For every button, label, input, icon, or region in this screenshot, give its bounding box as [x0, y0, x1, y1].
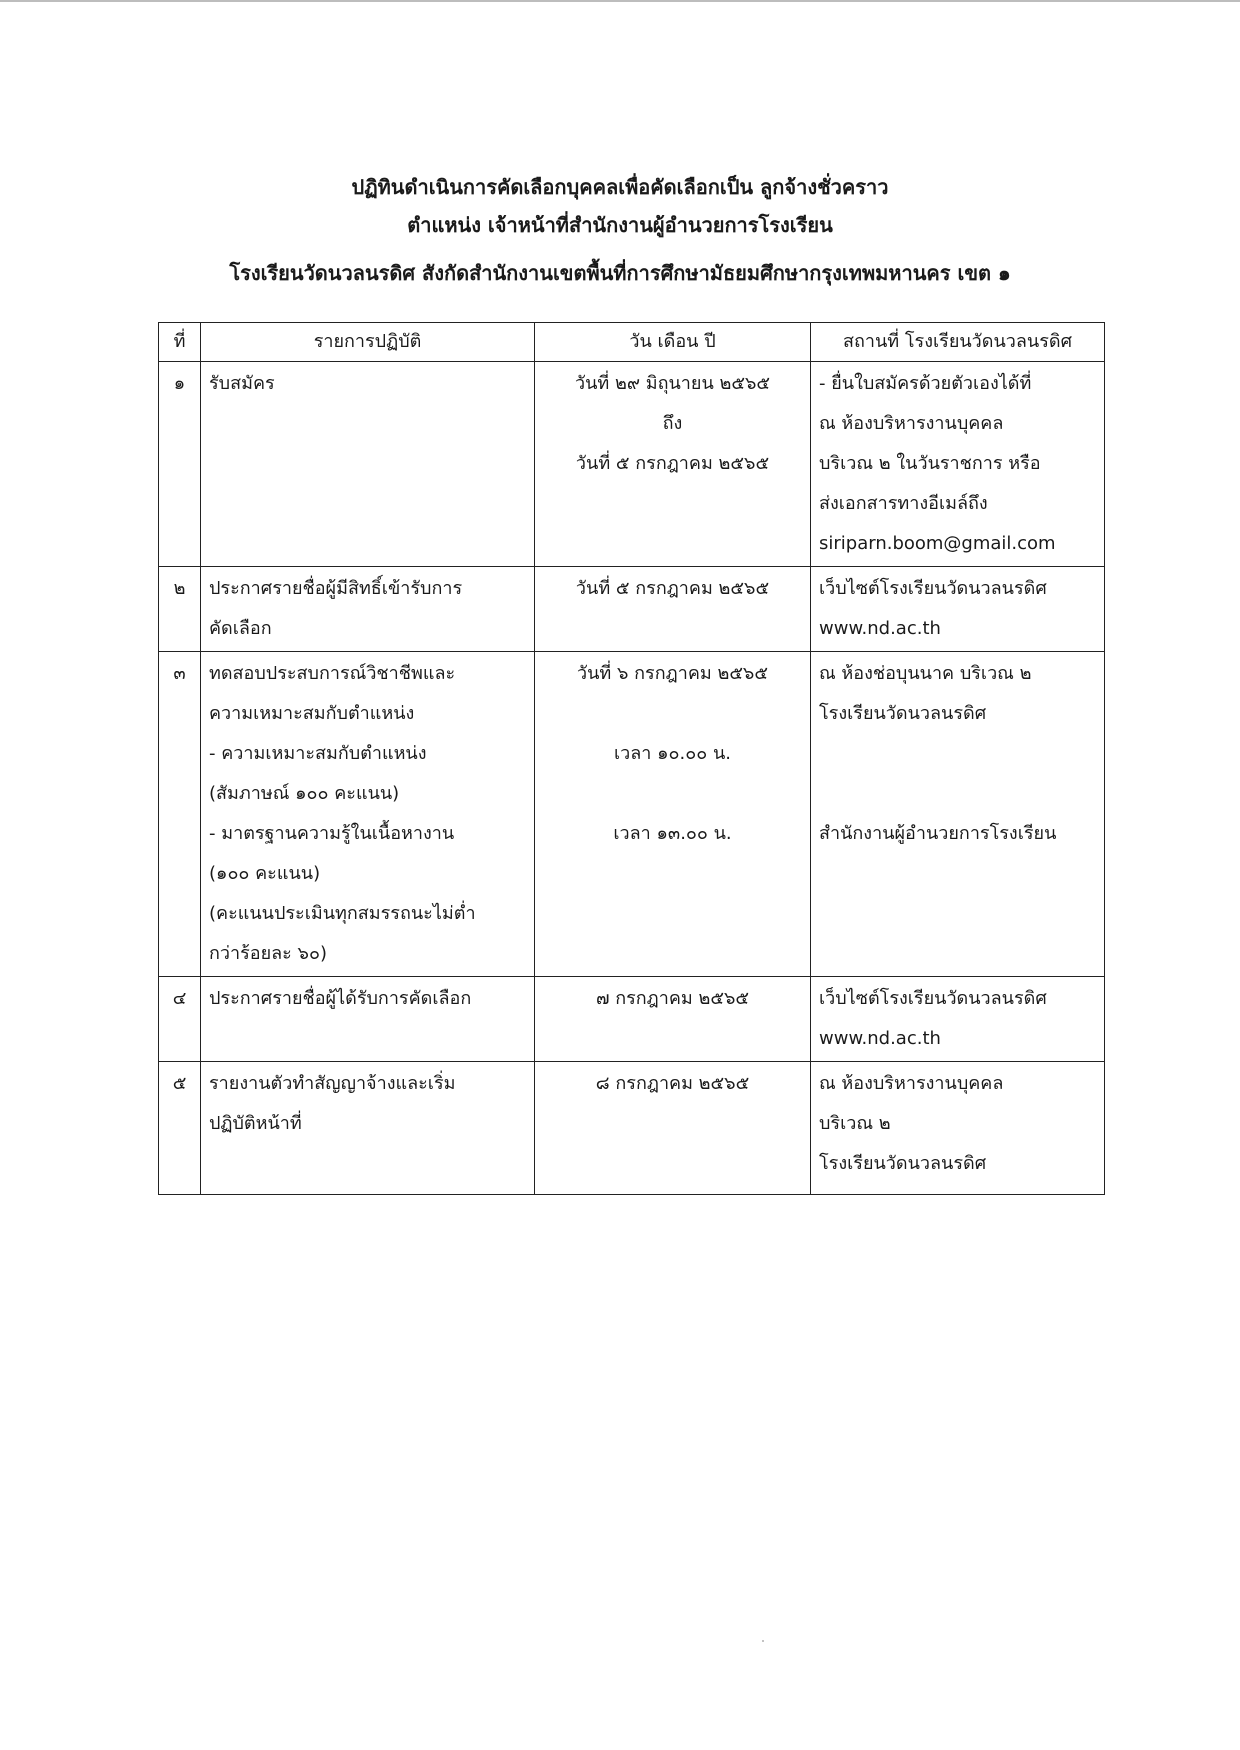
blank-line — [819, 774, 1096, 814]
activity-line: (๑๐๐ คะแนน) — [209, 863, 321, 884]
table-row — [159, 567, 1105, 652]
date-cell — [535, 977, 811, 1062]
activity-line: กว่าร้อยละ ๖๐) — [209, 943, 327, 964]
place-line: - ยื่นใบสมัครด้วยตัวเองได้ที่ — [819, 373, 1032, 394]
date-cell — [535, 362, 811, 567]
table-row — [159, 1062, 1105, 1195]
blank-line — [543, 694, 802, 734]
date-line: วันที่ ๕ กรกฎาคม ๒๕๖๕ — [575, 453, 770, 474]
table-row — [159, 652, 1105, 977]
activity-line: ประกาศรายชื่อผู้มีสิทธิ์เข้ารับการ — [209, 578, 463, 599]
place-line: บริเวณ ๒ — [819, 1113, 891, 1134]
website-url: www.nd.ac.th — [819, 1028, 941, 1049]
blank-line — [543, 774, 802, 814]
place-cell — [811, 1062, 1105, 1195]
place-line: ณ ห้องบริหารงานบุคคล — [819, 413, 1004, 434]
document-title-line-2: ตำแหน่ง เจ้าหน้าที่สำนักงานผู้อำนวยการโรงเรียน — [407, 213, 833, 237]
activity-line: (คะแนนประเมินทุกสมรรถนะไม่ต่ำ — [209, 903, 476, 924]
activity-line: ความเหมาะสมกับตำแหน่ง — [209, 703, 415, 724]
schedule-table — [158, 322, 1105, 1195]
place-line: โรงเรียนวัดนวลนรดิศ — [819, 1153, 987, 1174]
activity-line: ประกาศรายชื่อผู้ได้รับการคัดเลือก — [209, 988, 472, 1009]
activity-cell — [201, 1062, 535, 1195]
table-row — [159, 977, 1105, 1062]
activity-line: รับสมัคร — [209, 373, 275, 394]
activity-cell — [201, 362, 535, 567]
date-line: วันที่ ๕ กรกฎาคม ๒๕๖๕ — [575, 578, 770, 599]
place-cell — [811, 362, 1105, 567]
place-line: เว็บไซต์โรงเรียนวัดนวลนรดิศ — [819, 988, 1047, 1009]
activity-line: (สัมภาษณ์ ๑๐๐ คะแนน) — [209, 783, 400, 804]
date-line: ๗ กรกฎาคม ๒๕๖๕ — [595, 988, 750, 1009]
date-cell — [535, 1062, 811, 1195]
place-cell — [811, 652, 1105, 977]
header-date: วัน เดือน ปี — [535, 323, 811, 362]
email-address: siriparn.boom@gmail.com — [819, 533, 1056, 554]
place-cell — [811, 977, 1105, 1062]
activity-line: รายงานตัวทำสัญญาจ้างและเริ่ม — [209, 1073, 456, 1094]
place-line: ส่งเอกสารทางอีเมล์ถึง — [819, 493, 988, 514]
activity-line: - มาตรฐานความรู้ในเนื้อหางาน — [209, 823, 455, 844]
place-line: บริเวณ ๒ ในวันราชการ หรือ — [819, 453, 1041, 474]
activity-line: คัดเลือก — [209, 618, 272, 639]
header-no: ที่ — [159, 323, 201, 362]
date-line: ถึง — [662, 413, 683, 434]
row-number: ๓ — [159, 652, 201, 977]
activity-cell — [201, 977, 535, 1062]
activity-line: - ความเหมาะสมกับตำแหน่ง — [209, 743, 427, 764]
date-cell — [535, 567, 811, 652]
blank-line — [819, 734, 1096, 774]
time-line: เวลา ๑๓.๐๐ น. — [613, 823, 732, 844]
row-number: ๑ — [159, 362, 201, 567]
place-line: ณ ห้องช่อบุนนาค บริเวณ ๒ — [819, 663, 1032, 684]
place-line: ณ ห้องบริหารงานบุคคล — [819, 1073, 1004, 1094]
document-title-line-3: โรงเรียนวัดนวลนรดิศ สังกัดสำนักงานเขตพื้นที่การศึกษามัธยมศึกษากรุงเทพมหานคร เขต ๑ — [229, 261, 1011, 285]
header-place: สถานที่ โรงเรียนวัดนวลนรดิศ — [811, 323, 1105, 362]
scan-top-edge — [0, 0, 1240, 2]
activity-line: ปฏิบัติหน้าที่ — [209, 1113, 302, 1134]
activity-line: ทดสอบประสบการณ์วิชาชีพและ — [209, 663, 456, 684]
activity-cell — [201, 567, 535, 652]
table-header-row — [159, 323, 1105, 362]
header-activity: รายการปฏิบัติ — [201, 323, 535, 362]
website-url: www.nd.ac.th — [819, 618, 941, 639]
time-line: เวลา ๑๐.๐๐ น. — [614, 743, 731, 764]
scan-speck — [762, 1640, 764, 1642]
row-number: ๒ — [159, 567, 201, 652]
place-line: สำนักงานผู้อำนวยการโรงเรียน — [819, 823, 1057, 844]
place-line: เว็บไซต์โรงเรียนวัดนวลนรดิศ — [819, 578, 1047, 599]
row-number: ๕ — [159, 1062, 201, 1195]
row-number: ๔ — [159, 977, 201, 1062]
place-line: โรงเรียนวัดนวลนรดิศ — [819, 703, 987, 724]
date-line: ๘ กรกฎาคม ๒๕๖๕ — [595, 1073, 750, 1094]
document-title-line-1: ปฏิทินดำเนินการคัดเลือกบุคคลเพื่อคัดเลือกเป็น ลูกจ้างชั่วคราว — [351, 175, 889, 199]
date-line: วันที่ ๖ กรกฎาคม ๒๕๖๕ — [577, 663, 768, 684]
place-cell — [811, 567, 1105, 652]
date-line: วันที่ ๒๙ มิถุนายน ๒๕๖๕ — [574, 373, 771, 394]
date-cell — [535, 652, 811, 977]
table-row — [159, 362, 1105, 567]
activity-cell — [201, 652, 535, 977]
